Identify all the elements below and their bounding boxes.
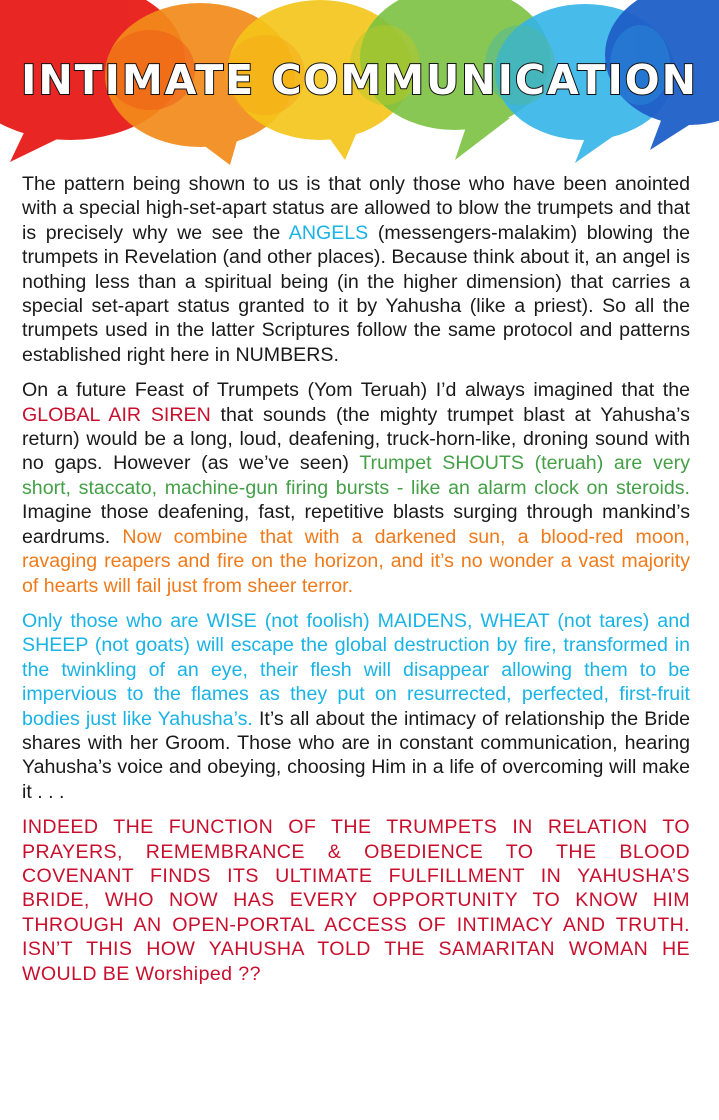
angels-highlight: ANGELS — [288, 221, 369, 244]
article-body — [22, 172, 690, 997]
paragraph-3: Only those who are WISE (not foolish) MAIDENS, WHEAT (not tares) and SHEEP (not goats) will escape the global destruction by fire, transformed in the twinkling of an eye, their flesh will disappear allowing them to be impervious to the flames as they put on resurrected, perfected, first-fruit bodies just like Yahusha’s. It’s all about the intimacy of relationship the Bride shares with her Groom. Those who are in constant communication, hearing Yahusha’s voice and obeying, choosing Him in a life of overcoming will make it . . . — [22, 609, 690, 803]
paragraph-1: The pattern being shown to us is that only those who have been anointed with a special high-set-apart status are allowed to blow the trumpets and that is precisely why we see the ANGELS (messengers-malakim) blowing the trumpets in Revelation (and other places). Because think about it, an angel is nothing less than a spiritual being (in the higher dimension) that carries a special set-apart status granted to it by Yahusha (like a priest). So all the trumpets used in the latter Scriptures follow the same protocol and patterns established right here in NUMBERS. — [22, 173, 690, 366]
darkened-sun-highlight: Now combine that with a darkened sun, a blood-red moon, ravaging reapers and fire on the horizon, and it’s no wonder a vast majority of hearts will fail just from sheer terror. — [22, 525, 690, 597]
global-air-siren-highlight: GLOBAL AIR SIREN — [22, 403, 211, 426]
paragraph-4: INDEED THE FUNCTION OF THE TRUMPETS IN RELATION TO PRAYERS, REMEMBRANCE & OBEDIENCE TO THE BLOOD COVENANT FINDS ITS ULTIMATE FULFILLMENT IN YAHUSHA’S BRIDE, WHO NOW HAS EVERY OPPORTUNITY TO KNOW HIM THROUGH AN OPEN-PORTAL ACCESS OF INTIMACY AND TRUTH. ISN’T THIS HOW YAHUSHA TOLD THE SAMARITAN WOMAN HE WOULD BE Worshiped ?? — [22, 816, 690, 985]
speech-bubbles-banner — [0, 0, 719, 165]
wise-maidens-highlight: Only those who are WISE (not foolish) MAIDENS, WHEAT (not tares) and SHEEP (not goats) will escape the global destruction by fire, transformed in the twinkling of an eye, their flesh will disappear allowing them to be impervious to the flames as they put on resurrected, perfected, first-fruit bodies just like Yahusha’s. — [22, 609, 690, 730]
page-title: INTIMATE COMMUNICATION — [21, 56, 698, 104]
trumpet-shouts-highlight: Trumpet SHOUTS (teruah) are very short, staccato, machine-gun firing bursts - like an alarm clock on steroids. — [22, 452, 690, 499]
paragraph-2: On a future Feast of Trumpets (Yom Teruah) I’d always imagined that the GLOBAL AIR SIREN that sounds (the mighty trumpet blast at Yahusha’s return) would be a long, loud, deafening, truck-horn-like, droning sound with no gaps. However (as we’ve seen) Trumpet SHOUTS (teruah) are very short, staccato, machine-gun firing bursts - like an alarm clock on steroids. Imagine those deafening, fast, repetitive blasts surging through mankind’s eardrums. Now combine that with a darkened sun, a blood-red moon, ravaging reapers and fire on the horizon, and it’s no wonder a vast majority of hearts will fail just from sheer terror. — [22, 379, 690, 597]
